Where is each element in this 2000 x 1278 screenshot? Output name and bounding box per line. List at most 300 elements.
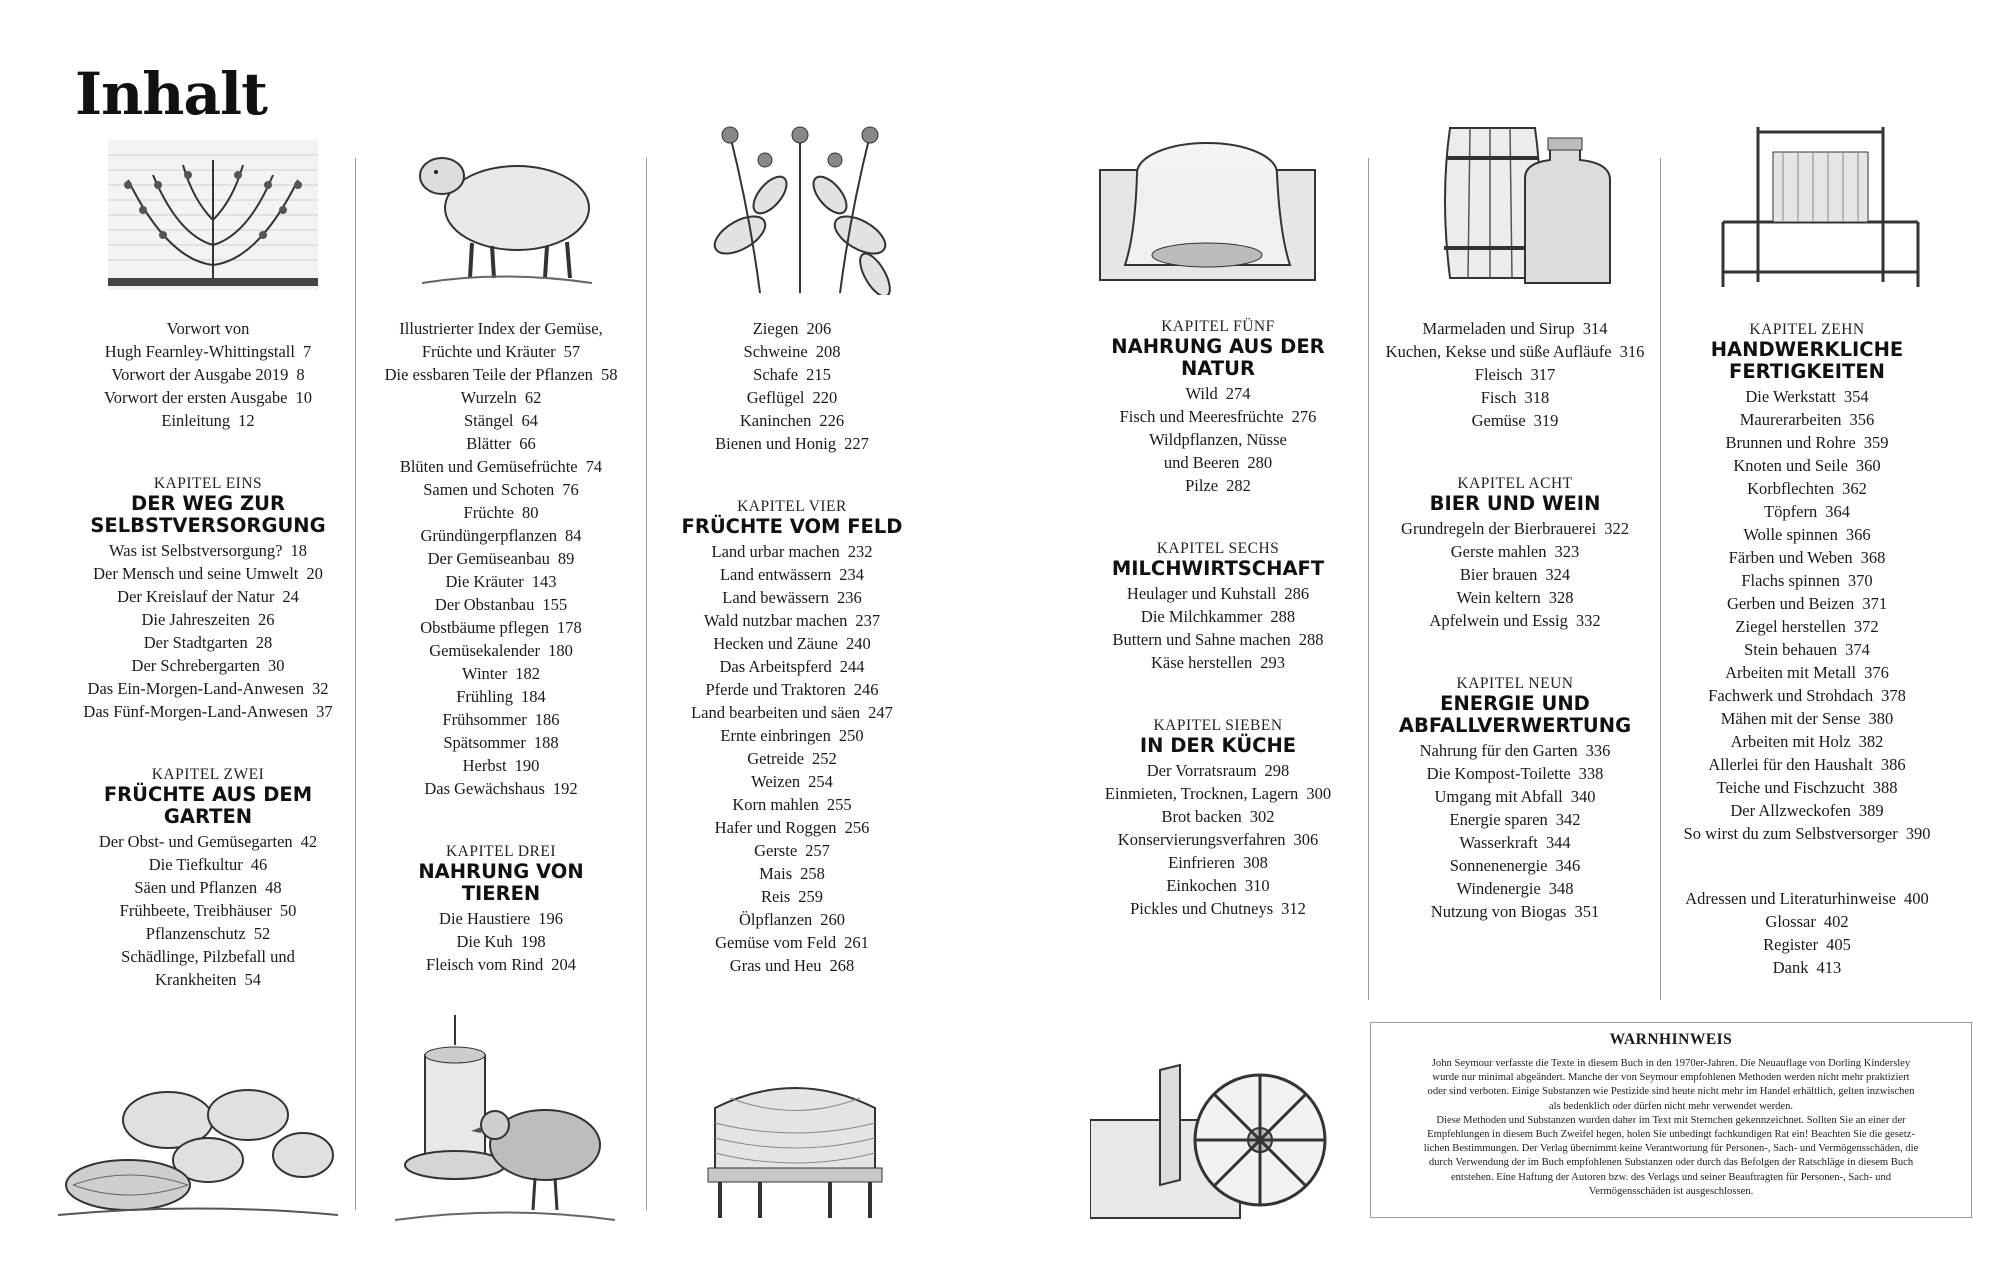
toc-block: [356, 842, 646, 976]
toc-entry[interactable]: [1073, 874, 1363, 897]
toc-entry-page: 390: [1905, 824, 1931, 843]
toc-column: [1370, 317, 1660, 923]
toc-entry[interactable]: [1662, 753, 1952, 776]
toc-entry-title: Einleitung: [161, 411, 231, 430]
chapter-heading: [1370, 693, 1660, 737]
toc-entry-title: Allerlei für den Haushalt: [1708, 755, 1873, 774]
chapter-heading: [1073, 735, 1363, 757]
toc-entry[interactable]: [63, 853, 353, 876]
chapter-heading: [63, 784, 353, 828]
toc-entry[interactable]: [356, 340, 646, 363]
toc-entry-page: 190: [514, 756, 540, 775]
toc-entry[interactable]: [1662, 523, 1952, 546]
toc-entry[interactable]: [647, 747, 937, 770]
toc-entry-title: Brot backen: [1161, 807, 1242, 826]
toc-entry-title: Der Obst- und Gemüsegarten: [98, 832, 293, 851]
toc-entry[interactable]: [1073, 451, 1363, 474]
toc-entry[interactable]: [356, 953, 646, 976]
toc-entry[interactable]: [647, 340, 937, 363]
toc-entry-title: Adressen und Literaturhinweise: [1685, 889, 1897, 908]
toc-entry-title: Krankheiten: [154, 970, 237, 989]
toc-entry-title: Nahrung für den Garten: [1419, 741, 1578, 760]
toc-entry-page: 288: [1298, 630, 1324, 649]
toc-entry[interactable]: [1073, 651, 1363, 674]
toc-entry-title: Der Stadtgarten: [143, 633, 248, 652]
toc-entry[interactable]: [356, 639, 646, 662]
toc-entry-title: Mais: [759, 864, 793, 883]
toc-entry[interactable]: [63, 539, 353, 562]
chapter-label: KAPITEL ZWEI: [151, 766, 265, 783]
toc-entry[interactable]: [63, 654, 353, 677]
toc-entry[interactable]: [647, 908, 937, 931]
toc-entry-page: 32: [311, 679, 329, 698]
toc-entry[interactable]: [1662, 615, 1952, 638]
toc-entry-page: 342: [1555, 810, 1581, 829]
toc-entry[interactable]: [1662, 477, 1952, 500]
toc-entry-page: 405: [1826, 935, 1851, 954]
toc-entry-title: Käse herstellen: [1151, 653, 1253, 672]
toc-entry[interactable]: [1662, 385, 1952, 408]
toc-block: [1662, 887, 1952, 979]
toc-entry-page: 317: [1530, 365, 1556, 384]
toc-entry-page: 288: [1270, 607, 1296, 626]
toc-entry[interactable]: [647, 317, 937, 340]
toc-entry[interactable]: [1073, 759, 1363, 782]
toc-entry-title: Wild: [1185, 384, 1218, 403]
toc-entry-page: 198: [520, 932, 546, 951]
toc-entry[interactable]: [1073, 582, 1363, 605]
toc-entry-title: Die Tiefkultur: [148, 855, 243, 874]
toc-entry-title: Einkochen: [1166, 876, 1237, 895]
toc-entry-title: Samen und Schoten: [423, 480, 555, 499]
chapter-heading-line: TIEREN: [461, 882, 541, 905]
toc-entry[interactable]: [1370, 762, 1660, 785]
toc-entry[interactable]: [63, 317, 353, 340]
toc-entry-page: 24: [282, 587, 299, 606]
toc-entry-page: 258: [800, 864, 825, 883]
toc-entry[interactable]: [63, 386, 353, 409]
toc-entry[interactable]: [1370, 808, 1660, 831]
toc-entry-page: 66: [519, 434, 536, 453]
toc-entry[interactable]: [356, 524, 646, 547]
toc-entry[interactable]: [647, 563, 937, 586]
toc-entry[interactable]: [647, 839, 937, 862]
toc-entry[interactable]: [1073, 382, 1363, 405]
toc-entry-title: Was ist Selbstversorgung?: [109, 541, 283, 560]
toc-entry-page: 354: [1843, 387, 1869, 406]
warning-line: als bedenklich oder dürfen nicht mehr verwendet werden.: [1548, 1100, 1794, 1112]
toc-entry-title: Das Fünf-Morgen-Land-Anwesen: [83, 702, 309, 721]
toc-block: [1073, 539, 1363, 674]
toc-entry[interactable]: [1662, 799, 1952, 822]
feeder-and-hen-illustration: [395, 1015, 615, 1225]
toc-entry[interactable]: [1662, 956, 1952, 979]
toc-entry-title: Die Kuh: [456, 932, 513, 951]
toc-entry[interactable]: [1662, 592, 1952, 615]
warning-title: WARNHINWEIS: [1609, 1031, 1733, 1048]
toc-entry[interactable]: [63, 562, 353, 585]
toc-block: [1370, 674, 1660, 923]
toc-entry[interactable]: [1662, 776, 1952, 799]
toc-entry[interactable]: [647, 678, 937, 701]
toc-entry-title: Ernte einbringen: [720, 726, 831, 745]
toc-entry[interactable]: [1370, 900, 1660, 923]
toc-entry-page: 240: [845, 634, 871, 653]
toc-entry[interactable]: [1370, 517, 1660, 540]
toc-entry[interactable]: [1662, 569, 1952, 592]
toc-entry[interactable]: [1370, 785, 1660, 808]
toc-entry[interactable]: [1073, 605, 1363, 628]
toc-entry-page: 362: [1842, 479, 1867, 498]
toc-entry-page: 20: [306, 564, 323, 583]
toc-entry[interactable]: [63, 409, 353, 432]
toc-entry[interactable]: [1662, 887, 1952, 910]
toc-entry-page: 314: [1582, 319, 1608, 338]
toc-entry-title: Nutzung von Biogas: [1430, 902, 1567, 921]
toc-entry-title: Hecken und Zäune: [713, 634, 838, 653]
toc-entry-title: Windenergie: [1456, 879, 1541, 898]
toc-entry-title: Maurerarbeiten: [1739, 410, 1842, 429]
toc-entry[interactable]: [1370, 854, 1660, 877]
toc-entry[interactable]: [1073, 851, 1363, 874]
toc-entry[interactable]: [1370, 877, 1660, 900]
toc-entry-page: 322: [1604, 519, 1629, 538]
toc-entry-title: Der Schrebergarten: [131, 656, 260, 675]
toc-entry-page: 184: [521, 687, 546, 706]
chapter-heading-line: ABFALLVERWERTUNG: [1398, 714, 1632, 737]
toc-entry[interactable]: [356, 662, 646, 685]
toc-column: [1662, 320, 1952, 979]
toc-entry[interactable]: [356, 570, 646, 593]
toc-entry-title: Wein keltern: [1456, 588, 1541, 607]
toc-entry[interactable]: [63, 677, 353, 700]
toc-entry[interactable]: [1662, 500, 1952, 523]
toc-entry[interactable]: [63, 631, 353, 654]
toc-entry-title: Die essbaren Teile der Pflanzen: [384, 365, 593, 384]
toc-block: [63, 317, 353, 432]
toc-entry-page: 372: [1853, 617, 1879, 636]
toc-entry-title: Hugh Fearnley-Whittingstall: [104, 342, 295, 361]
toc-entry-page: 227: [844, 434, 869, 453]
toc-entry[interactable]: [63, 899, 353, 922]
toc-entry-page: 48: [265, 878, 282, 897]
toc-entry[interactable]: [1073, 805, 1363, 828]
toc-entry[interactable]: [356, 386, 646, 409]
warning-line: entstehen. Eine Haftung der Autoren bzw. des Verlags und seiner Beauftragten für Personen-, Sach- und: [1450, 1171, 1892, 1183]
toc-block: [1662, 320, 1952, 845]
toc-entry-page: 220: [812, 388, 838, 407]
chapter-label: KAPITEL EINS: [153, 475, 263, 492]
toc-entry-page: 318: [1524, 388, 1550, 407]
toc-entry-title: Energie sparen: [1449, 810, 1548, 829]
toc-entry-page: 359: [1863, 433, 1889, 452]
barrel-and-jug-illustration: [1440, 118, 1630, 290]
toc-entry-title: Land entwässern: [719, 565, 832, 584]
toc-entry[interactable]: [647, 586, 937, 609]
chapter-heading-line: HANDWERKLICHE: [1710, 338, 1904, 361]
chapter-label: KAPITEL VIER: [737, 498, 847, 515]
toc-entry-page: 280: [1247, 453, 1273, 472]
toc-entry-page: 58: [600, 365, 618, 384]
toc-entry[interactable]: [1662, 408, 1952, 431]
toc-entry-title: Fisch: [1480, 388, 1517, 407]
toc-entry-title: Schädlinge, Pilzbefall und: [121, 947, 295, 966]
toc-entry-title: Das Ein-Morgen-Land-Anwesen: [87, 679, 304, 698]
toc-entry-page: 188: [533, 733, 559, 752]
toc-entry[interactable]: [1073, 628, 1363, 651]
chapter-label: KAPITEL ACHT: [1457, 475, 1573, 492]
toc-entry-title: Gerben und Beizen: [1726, 594, 1855, 613]
toc-entry-title: Land bearbeiten und säen: [691, 703, 861, 722]
toc-entry-title: Blätter: [466, 434, 512, 453]
chapter-label: KAPITEL SIEBEN: [1153, 717, 1283, 734]
toc-entry-page: 368: [1860, 548, 1886, 567]
toc-entry[interactable]: [356, 501, 646, 524]
warning-box: [1370, 1022, 1972, 1218]
toc-entry[interactable]: [356, 616, 646, 639]
toc-entry[interactable]: [647, 770, 937, 793]
toc-entry[interactable]: [63, 700, 353, 723]
toc-entry[interactable]: [63, 363, 353, 386]
toc-entry-title: Korn mahlen: [732, 795, 819, 814]
toc-entry-title: Glossar: [1765, 912, 1816, 931]
toc-entry[interactable]: [1662, 638, 1952, 661]
toc-entry[interactable]: [1073, 828, 1363, 851]
chapter-heading-line: NAHRUNG AUS DER: [1111, 335, 1325, 358]
toc-entry-page: 351: [1574, 902, 1600, 921]
toc-entry[interactable]: [356, 731, 646, 754]
warning-line: wurde nur minimal abgeändert. Manche der von Seymour empfohlenen Methoden werden nicht mehr praktiziert: [1432, 1072, 1910, 1084]
toc-entry-title: Flachs spinnen: [1741, 571, 1840, 590]
toc-entry[interactable]: [356, 409, 646, 432]
toc-entry-title: Arbeiten mit Holz: [1730, 732, 1851, 751]
toc-entry[interactable]: [1370, 363, 1660, 386]
toc-entry[interactable]: [356, 478, 646, 501]
toc-entry[interactable]: [356, 708, 646, 731]
toc-entry-page: 37: [316, 702, 333, 721]
warning-text: [1391, 1057, 1951, 1199]
toc-entry-title: Die Jahreszeiten: [141, 610, 251, 629]
toc-entry-title: Vorwort der ersten Ausgabe: [104, 388, 288, 407]
toc-entry-page: 54: [244, 970, 262, 989]
toc-entry-page: 366: [1845, 525, 1871, 544]
toc-entry[interactable]: [647, 386, 937, 409]
toc-entry[interactable]: [647, 862, 937, 885]
toc-entry[interactable]: [356, 547, 646, 570]
toc-entry-page: 323: [1554, 542, 1580, 561]
toc-entry[interactable]: [647, 724, 937, 747]
toc-entry-page: 246: [853, 680, 879, 699]
toc-entry-page: 64: [521, 411, 538, 430]
toc-entry-title: Stein behauen: [1744, 640, 1838, 659]
toc-entry-title: Vorwort der Ausgabe 2019: [111, 365, 289, 384]
toc-entry-title: Vorwort von: [166, 319, 250, 338]
toc-entry[interactable]: [356, 907, 646, 930]
toc-entry[interactable]: [647, 409, 937, 432]
toc-entry-page: 237: [855, 611, 881, 630]
toc-entry[interactable]: [1662, 910, 1952, 933]
toc-entry-page: 259: [798, 887, 824, 906]
warning-line: Diese Methoden und Substanzen wurden daher im Text mit Sternchen gekennzeichnet. Sollten Sie an einer der: [1436, 1114, 1906, 1126]
toc-entry-page: 293: [1260, 653, 1285, 672]
toc-entry[interactable]: [356, 777, 646, 800]
toc-entry[interactable]: [1662, 822, 1952, 845]
toc-entry[interactable]: [1662, 454, 1952, 477]
toc-entry-page: 232: [847, 542, 873, 561]
toc-entry[interactable]: [63, 830, 353, 853]
toc-entry-title: Apfelwein und Essig: [1429, 611, 1568, 630]
toc-entry[interactable]: [647, 931, 937, 954]
toc-entry-page: 340: [1570, 787, 1596, 806]
toc-entry-page: 388: [1872, 778, 1898, 797]
chapter-heading-line: FRÜCHTE AUS DEM: [103, 783, 313, 806]
toc-entry[interactable]: [1370, 609, 1660, 632]
toc-entry-page: 389: [1858, 801, 1884, 820]
toc-entry-title: Schafe: [753, 365, 799, 384]
toc-entry[interactable]: [647, 655, 937, 678]
toc-entry-page: 310: [1244, 876, 1270, 895]
toc-entry[interactable]: [647, 954, 937, 977]
toc-entry-page: 18: [290, 541, 307, 560]
toc-entry[interactable]: [63, 922, 353, 945]
toc-entry[interactable]: [647, 609, 937, 632]
toc-entry-title: Mähen mit der Sense: [1720, 709, 1861, 728]
toc-entry[interactable]: [647, 701, 937, 724]
toc-entry[interactable]: [647, 816, 937, 839]
toc-entry-title: Die Kompost-Toilette: [1426, 764, 1571, 783]
toc-entry[interactable]: [356, 432, 646, 455]
toc-entry[interactable]: [1662, 684, 1952, 707]
toc-entry[interactable]: [356, 593, 646, 616]
toc-entry-page: 180: [548, 641, 573, 660]
toc-entry[interactable]: [1370, 563, 1660, 586]
toc-entry-page: 28: [255, 633, 273, 652]
toc-entry[interactable]: [1662, 431, 1952, 454]
toc-entry-title: Getreide: [747, 749, 805, 768]
toc-entry-title: Färben und Weben: [1728, 548, 1853, 567]
toc-entry-page: 274: [1225, 384, 1251, 403]
toc-entry[interactable]: [63, 585, 353, 608]
toc-entry-page: 338: [1578, 764, 1604, 783]
toc-block: [63, 765, 353, 991]
chapter-heading-line: DER WEG ZUR: [131, 492, 285, 515]
toc-entry-page: 206: [806, 319, 832, 338]
chapter-heading: [1370, 493, 1660, 515]
toc-entry-title: Pferde und Traktoren: [705, 680, 846, 699]
toc-entry[interactable]: [647, 885, 937, 908]
toc-entry[interactable]: [1370, 586, 1660, 609]
toc-entry-page: 386: [1880, 755, 1906, 774]
toc-entry[interactable]: [356, 455, 646, 478]
chapter-label: KAPITEL SECHS: [1156, 540, 1280, 557]
toc-entry-title: Buttern und Sahne machen: [1112, 630, 1291, 649]
toc-entry-title: Pickles und Chutneys: [1130, 899, 1274, 918]
warning-line: Vermögensschäden ist ausgeschlossen.: [1588, 1185, 1754, 1197]
toc-entry-title: Pilze: [1185, 476, 1219, 495]
toc-entry[interactable]: [1073, 474, 1363, 497]
toc-entry[interactable]: [1370, 386, 1660, 409]
water-wheel-illustration: [1090, 1060, 1345, 1222]
toc-entry[interactable]: [1662, 661, 1952, 684]
toc-entry[interactable]: [1662, 707, 1952, 730]
toc-entry[interactable]: [647, 363, 937, 386]
toc-entry-title: Wolle spinnen: [1743, 525, 1838, 544]
toc-entry-page: 196: [538, 909, 563, 928]
toc-entry-title: Herbst: [462, 756, 507, 775]
toc-entry[interactable]: [1662, 546, 1952, 569]
chapter-heading-line: GARTEN: [163, 805, 253, 828]
toc-entry[interactable]: [63, 608, 353, 631]
toc-entry[interactable]: [1073, 405, 1363, 428]
toc-entry[interactable]: [1370, 831, 1660, 854]
toc-entry-page: 402: [1823, 912, 1849, 931]
toc-entry[interactable]: [63, 340, 353, 363]
toc-entry-page: 42: [300, 832, 318, 851]
toc-entry[interactable]: [1370, 317, 1660, 340]
toc-entry-page: 186: [534, 710, 560, 729]
toc-entry[interactable]: [1073, 897, 1363, 920]
toc-entry[interactable]: [356, 754, 646, 777]
toc-entry-page: 308: [1243, 853, 1268, 872]
toc-entry[interactable]: [1662, 933, 1952, 956]
toc-entry-title: Früchte und Kräuter: [421, 342, 556, 361]
toc-entry-title: Bier brauen: [1459, 565, 1538, 584]
toc-entry[interactable]: [647, 793, 937, 816]
toc-entry[interactable]: [647, 540, 937, 563]
toc-entry-title: Die Haustiere: [439, 909, 531, 928]
toc-entry[interactable]: [1073, 428, 1363, 451]
toc-entry-title: Umgang mit Abfall: [1434, 787, 1563, 806]
toc-entry[interactable]: [647, 432, 937, 455]
toc-entry[interactable]: [1370, 409, 1660, 432]
toc-entry-page: 346: [1555, 856, 1581, 875]
toc-entry[interactable]: [63, 968, 353, 991]
toc-entry[interactable]: [63, 945, 353, 968]
toc-column: [63, 317, 353, 991]
toc-entry-title: Einfrieren: [1168, 853, 1236, 872]
toc-entry[interactable]: [356, 930, 646, 953]
toc-entry[interactable]: [1370, 340, 1660, 363]
column-divider: [1660, 158, 1661, 1000]
toc-entry-title: Land bewässern: [722, 588, 829, 607]
toc-entry-title: Frühsommer: [442, 710, 527, 729]
toc-entry-title: Arbeiten mit Metall: [1725, 663, 1857, 682]
toc-entry[interactable]: [356, 363, 646, 386]
toc-entry-page: 178: [557, 618, 582, 637]
chapter-heading: [1662, 339, 1952, 383]
toc-entry[interactable]: [1370, 540, 1660, 563]
toc-entry[interactable]: [356, 317, 646, 340]
toc-entry-page: 76: [562, 480, 579, 499]
toc-entry-title: Gerste: [754, 841, 798, 860]
toc-entry[interactable]: [1662, 730, 1952, 753]
toc-entry[interactable]: [63, 876, 353, 899]
chapter-heading-line: SELBSTVERSORGUNG: [90, 514, 326, 537]
toc-entry-page: 7: [302, 342, 312, 361]
toc-entry-title: Korbflechten: [1747, 479, 1835, 498]
toc-entry-title: Säen und Pflanzen: [134, 878, 258, 897]
toc-entry-title: Hafer und Roggen: [714, 818, 837, 837]
toc-entry-page: 46: [250, 855, 268, 874]
toc-entry-page: 332: [1575, 611, 1601, 630]
chapter-heading: [1073, 558, 1363, 580]
toc-entry[interactable]: [356, 685, 646, 708]
toc-entry[interactable]: [647, 632, 937, 655]
toc-entry[interactable]: [1370, 739, 1660, 762]
toc-entry-page: 204: [551, 955, 577, 974]
toc-entry[interactable]: [1073, 782, 1363, 805]
toc-entry-title: Blüten und Gemüsefrüchte: [399, 457, 578, 476]
